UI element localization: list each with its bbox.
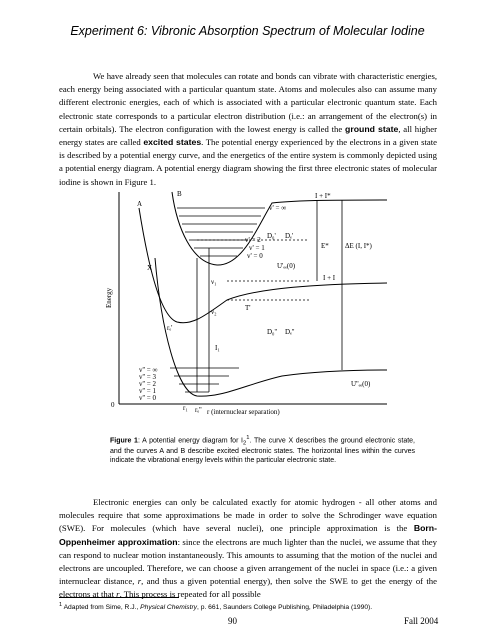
label-separation-axis: r (internuclear separation) (207, 408, 280, 416)
label-curve-b: B (177, 190, 182, 198)
term-excited-states: excited states (143, 137, 202, 148)
label-delta-e: ΔE (I, I*) (345, 242, 372, 250)
label-lv1: v'' = 1 (139, 387, 156, 395)
title-prefix: Experiment 6: (70, 24, 148, 38)
transition-lines (197, 200, 342, 392)
label-u-double-prime: U''ₑₑ(0) (351, 380, 371, 388)
page-number: 90 (228, 616, 237, 626)
label-e-star: E* (321, 242, 329, 250)
label-re-prime: rₑ' (167, 324, 173, 332)
label-curve-x: X (147, 264, 153, 272)
paragraph-born-oppenheimer: Electronic energies can only be calculated exactly for atomic hydrogen - all other atoms and molecules require that some approximations be made in order to solve the Schrodinger wave equation (SWE). For molecules (which have several nuclei), one principle approximation is the Born-Oppenheimer approximation: since the electrons are much lighter than the nuclei, we assume that they can respond to nuclear motion instantaneously. This amounts to assuming that the motion of the nuclei and electrons are uncoupled. Therefore, we can choose a given arrangement of the nuclei in space (i.e.: a given internuclear distance, r, and thus a given potential energy), then solve the SWE to get the energy of the electrons at that r. This process is repeated for all possible (59, 497, 437, 600)
label-lv2: v'' = 2 (139, 380, 156, 388)
label-v-inf: v' = ∞ (269, 204, 287, 212)
potential-energy-diagram (97, 188, 397, 418)
label-lv-inf: v'' = ∞ (139, 366, 158, 374)
term-ground-state: ground state (345, 123, 399, 134)
curve-b-excited-state (172, 192, 387, 265)
label-origin-zero: 0 (111, 401, 115, 409)
term-label: Fall 2004 (404, 616, 439, 626)
label-t-prime: T' (245, 304, 251, 312)
figure-caption: Figure 1: A potential energy diagram for $I_2^1$. The curve X describes the ground electronic state, and the curves A and B describe excited electronic states. The horizontal lines within the curves indicate the vibrational energy levels within the particular electronic state. (110, 435, 415, 464)
footnote-rule (59, 597, 179, 598)
footnote: $^1$ Adapted from Sime, R.J., Physical Chemistry, p. 661, Saunders College Publishing, Philadelphia (1990). (59, 602, 373, 612)
term-born-oppenheimer: Born-Oppenheimer approximation (59, 523, 437, 547)
label-d0-prime: D₀' (267, 232, 276, 240)
label-lv3: v'' = 3 (139, 373, 156, 381)
label-u-prime: U'ₑₑ(0) (277, 262, 296, 270)
label-v2: v' = 2 (245, 236, 261, 244)
page-title (0, 24, 495, 38)
label-d0-double-prime: D₀'' (267, 328, 278, 336)
label-i-plus-i-star: I + I* (315, 192, 331, 200)
label-de-double-prime: Dₑ'' (285, 328, 295, 336)
paragraph-intro: We have already seen that molecules can rotate and bonds can vibrate with characteristic energies, each energy being associated with a particular quantum state. Atoms and molecules also can assume many different electronic energies, each of which is associated with a particular electronic quantum state. Each electronic state corresponds to a particular electron distribution (i.e.: an arrangement of the electron(s) in certain orbitals). The electron configuration with the lowest energy is called the ground state, all higher energy states are called excited states. The potential energy experienced by the electrons in a given state is described by a potential energy curve, and the energetics of the entire system is commonly depicted using a potential energy diagram. A potential energy diagram showing the first three electronic states of molecular iodine is shown in Figure 1. (59, 71, 438, 187)
label-v1: v' = 1 (249, 244, 265, 252)
curve-a-excited-state (139, 208, 387, 323)
label-i-plus-i: I + I (323, 274, 336, 282)
label-lv0: v'' = 0 (139, 394, 156, 402)
label-re-double-prime: rₑ'' (195, 406, 202, 414)
label-energy-axis: Energy (105, 287, 113, 308)
label-nu2: ν₂ (211, 308, 217, 316)
label-r1: r₁ (183, 404, 188, 412)
label-i1: I₁ (215, 344, 220, 352)
label-nu1: ν₁ (211, 278, 217, 286)
label-curve-a: A (137, 200, 143, 208)
x-vibrational-levels (170, 368, 239, 392)
label-de-prime: Dₑ' (285, 232, 294, 240)
title-rest: Vibronic Absorption Spectrum of Molecular Iodine (147, 24, 425, 38)
label-v0: v' = 0 (247, 252, 263, 260)
